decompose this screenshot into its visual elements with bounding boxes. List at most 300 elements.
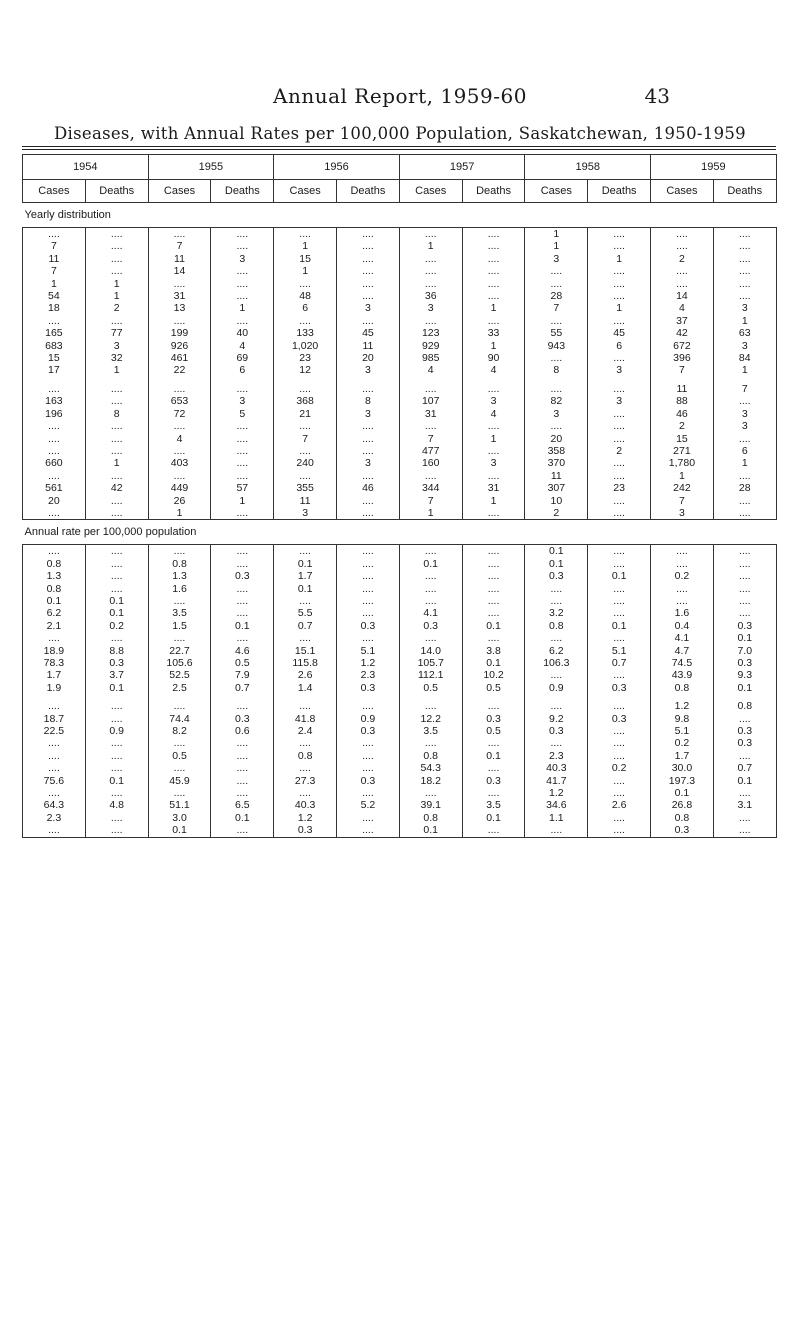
table-cell: .... [337,253,400,265]
table-row [23,632,777,644]
table-cell: 0.5 [211,657,274,669]
table-cell: .... [211,775,274,787]
table-cell: 163 [23,395,86,407]
table-cell: 0.1 [274,583,337,595]
table-row [23,457,777,469]
table-cell: 0.8 [399,750,462,762]
table-row [23,433,777,445]
table-cell: 75.6 [23,775,86,787]
table-cell: .... [462,737,525,749]
table-cell: 0.3 [713,620,776,632]
table-cell: .... [588,700,651,712]
table-cell: 0.5 [462,725,525,737]
table-cell: 165 [23,327,86,339]
table-cell: 7 [651,364,714,376]
table-cell: .... [588,457,651,469]
table-cell: .... [588,290,651,302]
table-cell: .... [462,253,525,265]
section-rates-row [23,520,777,545]
table-cell: .... [211,750,274,762]
table-cell: 88 [651,395,714,407]
table-cell: .... [337,812,400,824]
table-cell: .... [85,495,148,507]
table-cell: 3 [337,408,400,420]
title-rule [22,146,776,147]
table-cell: 51.1 [148,799,211,811]
table-cell: 1.6 [148,583,211,595]
table-row [23,545,777,558]
table-cell: 2 [85,302,148,314]
table-row [23,583,777,595]
table-cell: .... [713,812,776,824]
table-cell: 1,020 [274,340,337,352]
table-cell: 3 [274,507,337,520]
table-cell: .... [462,583,525,595]
table-cell: 985 [399,352,462,364]
table-cell: 197.3 [651,775,714,787]
table-cell: 4.7 [651,645,714,657]
table-row [23,253,777,265]
table-cell: .... [588,558,651,570]
section-rates-label: Annual rate per 100,000 population [23,520,777,545]
table-cell: .... [211,240,274,252]
table-cell: 0.3 [713,737,776,749]
table-cell: 2.4 [274,725,337,737]
table-cell: 403 [148,457,211,469]
table-cell: 20 [525,433,588,445]
table-cell: 1,780 [651,457,714,469]
column-header: Deaths [462,180,525,203]
table-cell: 11 [148,253,211,265]
table-cell: .... [85,315,148,327]
table-cell: 0.6 [211,725,274,737]
table-cell: 0.1 [588,570,651,582]
table-cell: .... [211,278,274,290]
table-cell: .... [337,507,400,520]
table-cell: 1 [651,470,714,482]
table-row [23,787,777,799]
table-cell: 8.8 [85,645,148,657]
table-cell: 1.3 [148,570,211,582]
table-cell: .... [588,545,651,558]
table-cell: .... [337,315,400,327]
table-cell: 1.7 [651,750,714,762]
table-row [23,327,777,339]
table-cell: .... [713,228,776,241]
table-cell: .... [713,607,776,619]
table-cell: 1 [588,253,651,265]
table-cell: 0.2 [588,762,651,774]
table-cell: .... [462,545,525,558]
table-cell: 0.3 [713,725,776,737]
table-cell: 115.8 [274,657,337,669]
table-cell: .... [525,383,588,395]
table-cell: 1 [85,457,148,469]
table-row [23,420,777,432]
table-cell: 307 [525,482,588,494]
year-header: 1956 [274,155,400,180]
table-cell: 1 [713,364,776,376]
table-cell: .... [588,240,651,252]
table-cell: .... [337,595,400,607]
table-cell: 396 [651,352,714,364]
table-cell: 461 [148,352,211,364]
table-cell: 74.5 [651,657,714,669]
table-cell: 0.1 [713,632,776,644]
table-cell: .... [588,632,651,644]
table-cell: .... [588,278,651,290]
table-cell: .... [211,558,274,570]
table-cell: .... [85,470,148,482]
table-cell: 6.5 [211,799,274,811]
table-cell: 40.3 [274,799,337,811]
table-cell: .... [588,265,651,277]
table-cell: .... [462,570,525,582]
table-cell: .... [148,228,211,241]
table-cell: 78.3 [23,657,86,669]
table-cell: 26.8 [651,799,714,811]
table-cell: .... [85,265,148,277]
table-cell: .... [713,290,776,302]
table-row [23,799,777,811]
table-cell: .... [211,583,274,595]
table-cell: 0.8 [525,620,588,632]
table-cell: 22.5 [23,725,86,737]
table-cell: .... [148,632,211,644]
table-cell: 0.8 [399,812,462,824]
table-cell: 3 [211,253,274,265]
table-row [23,302,777,314]
table-cell: 0.1 [525,558,588,570]
table-row [23,725,777,737]
table-cell: 0.1 [399,824,462,837]
table-cell: .... [148,383,211,395]
table-cell: .... [337,240,400,252]
table-cell: 7 [525,302,588,314]
table-cell: .... [211,433,274,445]
table-cell: 10 [525,495,588,507]
table-cell: 3 [337,457,400,469]
table-cell: 14 [148,265,211,277]
table-cell: .... [85,824,148,837]
table-cell: 31 [462,482,525,494]
table-row [23,700,777,712]
table-cell: 477 [399,445,462,457]
table-cell: .... [337,787,400,799]
table-cell: 33 [462,327,525,339]
table-cell: .... [148,700,211,712]
table-row [23,812,777,824]
table-cell: 7 [23,265,86,277]
table-cell: 5.2 [337,799,400,811]
table-cell: 2.6 [588,799,651,811]
table-cell: .... [525,278,588,290]
table-cell: .... [148,445,211,457]
table-cell: .... [525,352,588,364]
table-row [23,408,777,420]
table-cell: .... [337,750,400,762]
table-cell: .... [211,445,274,457]
column-header: Cases [274,180,337,203]
table-cell: .... [399,470,462,482]
table-row [23,713,777,725]
table-cell: 2.3 [337,669,400,681]
table-cell: 358 [525,445,588,457]
table-cell: .... [337,762,400,774]
table-row [23,482,777,494]
table-cell: 0.8 [274,750,337,762]
table-cell: .... [148,278,211,290]
table-cell: .... [462,445,525,457]
table-cell: .... [274,420,337,432]
table-cell: 2.3 [525,750,588,762]
table-cell: 0.3 [211,570,274,582]
table-cell: 242 [651,482,714,494]
table-row [23,558,777,570]
table-cell: .... [651,558,714,570]
table-cell: 1 [85,290,148,302]
column-header: Deaths [588,180,651,203]
table-cell: .... [85,545,148,558]
table-cell: .... [588,812,651,824]
table-cell: .... [525,583,588,595]
table-cell: 0.2 [651,570,714,582]
table-row [23,228,777,241]
table-row [23,364,777,376]
table-cell: 3.5 [462,799,525,811]
table-cell: .... [525,824,588,837]
table-cell: .... [713,595,776,607]
table-cell: 43.9 [651,669,714,681]
table-cell: .... [23,632,86,644]
table-cell: 0.8 [651,812,714,824]
table-cell: 240 [274,457,337,469]
table-cell: .... [462,824,525,837]
table-cell: .... [337,495,400,507]
table-cell: 123 [399,327,462,339]
table-cell: 0.1 [525,545,588,558]
table-cell: .... [211,545,274,558]
table-cell: 27.3 [274,775,337,787]
table-cell: 1.6 [651,607,714,619]
column-header: Deaths [713,180,776,203]
table-cell: .... [588,408,651,420]
table-cell: .... [23,383,86,395]
table-cell: 41.7 [525,775,588,787]
table-cell: 0.3 [337,775,400,787]
table-row [23,240,777,252]
table-cell: 1 [462,302,525,314]
table-cell: 1.2 [337,657,400,669]
table-cell: .... [85,558,148,570]
table-cell: .... [337,265,400,277]
table-cell: 0.5 [148,750,211,762]
table-cell: .... [399,545,462,558]
table-cell: .... [211,315,274,327]
table-cell: .... [85,762,148,774]
table-cell: 1 [462,495,525,507]
table-cell: .... [337,228,400,241]
table-cell: .... [23,737,86,749]
table-cell: 3 [525,253,588,265]
table-cell: 15 [23,352,86,364]
table-cell: .... [148,787,211,799]
table-cell: .... [148,545,211,558]
table-cell: 74.4 [148,713,211,725]
table-cell: 7 [23,240,86,252]
table-cell: 368 [274,395,337,407]
table-cell: 3.0 [148,812,211,824]
table-cell: 0.1 [85,682,148,694]
table-cell: 0.3 [462,713,525,725]
table-cell: 4.6 [211,645,274,657]
table-cell: 5 [211,408,274,420]
table-cell: 1.5 [148,620,211,632]
table-cell: 0.7 [211,682,274,694]
table-cell: .... [274,445,337,457]
table-cell: 3 [399,302,462,314]
table-cell: .... [525,315,588,327]
table-cell: .... [713,507,776,520]
table-cell: 13 [148,302,211,314]
table-cell: 4.1 [651,632,714,644]
table-cell: .... [713,558,776,570]
table-cell: .... [211,507,274,520]
table-cell: 12.2 [399,713,462,725]
table-cell: .... [651,595,714,607]
table-cell: .... [713,713,776,725]
table-cell: .... [211,265,274,277]
table-cell: 90 [462,352,525,364]
table-cell: .... [651,228,714,241]
table-cell: 69 [211,352,274,364]
table-cell: .... [85,713,148,725]
table-cell: .... [85,812,148,824]
table-cell: 0.7 [588,657,651,669]
table-cell: .... [399,253,462,265]
table-cell: .... [211,420,274,432]
table-cell: 344 [399,482,462,494]
table-cell: .... [211,290,274,302]
table-cell: 1 [462,340,525,352]
table-cell: .... [462,470,525,482]
column-header: Deaths [211,180,274,203]
table-cell: 653 [148,395,211,407]
table-cell: .... [588,607,651,619]
table-cell: 0.9 [85,725,148,737]
table-cell: 0.1 [211,812,274,824]
table-cell: 1.9 [23,682,86,694]
table-cell: .... [399,700,462,712]
table-cell: 3.5 [148,607,211,619]
table-cell: .... [23,750,86,762]
table-cell: .... [462,700,525,712]
table-cell: 0.8 [713,700,776,712]
table-cell: .... [462,632,525,644]
table-cell: 0.1 [85,595,148,607]
table-cell: .... [399,737,462,749]
table-row [23,315,777,327]
table-cell: 0.1 [462,657,525,669]
table-cell: 63 [713,327,776,339]
table-cell: 1.2 [274,812,337,824]
table-cell: 0.4 [651,620,714,632]
table-cell: .... [337,278,400,290]
table-cell: 28 [713,482,776,494]
table-cell: 5.1 [651,725,714,737]
table-cell: 45.9 [148,775,211,787]
table-cell: 82 [525,395,588,407]
table-cell: 271 [651,445,714,457]
table-cell: 370 [525,457,588,469]
title-rule-2 [22,149,776,150]
table-cell: .... [651,240,714,252]
table-cell: 0.9 [337,713,400,725]
table-cell: .... [148,315,211,327]
table-cell: 36 [399,290,462,302]
table-cell: .... [23,433,86,445]
table-cell: .... [588,433,651,445]
column-header: Deaths [85,180,148,203]
table-row [23,495,777,507]
table-cell: .... [211,607,274,619]
table-cell: .... [713,750,776,762]
table-cell: .... [525,420,588,432]
table-cell: 0.3 [713,657,776,669]
table-cell: .... [713,470,776,482]
table-cell: 1 [399,507,462,520]
table-cell: .... [274,470,337,482]
table-cell: 1 [85,364,148,376]
table-cell: 1.4 [274,682,337,694]
table-cell: 1.7 [274,570,337,582]
table-row [23,507,777,520]
year-header: 1955 [148,155,274,180]
table-cell: .... [713,545,776,558]
table-cell: .... [85,750,148,762]
table-cell: 0.1 [713,775,776,787]
table-cell: .... [462,762,525,774]
table-cell: .... [588,495,651,507]
table-cell: .... [23,470,86,482]
table-cell: 0.3 [588,682,651,694]
table-cell: .... [462,383,525,395]
table-cell: .... [148,595,211,607]
table-cell: 7 [274,433,337,445]
table-cell: 0.8 [148,558,211,570]
table-row [23,470,777,482]
table-cell: 0.7 [713,762,776,774]
table-cell: .... [588,470,651,482]
table-cell: .... [588,383,651,395]
table-cell: 4.1 [399,607,462,619]
table-cell: .... [525,669,588,681]
year-header: 1954 [23,155,149,180]
table-row [23,737,777,749]
column-header: Cases [651,180,714,203]
page-header [0,84,800,114]
table-row [23,682,777,694]
table-cell: 0.3 [462,775,525,787]
table-cell: .... [23,315,86,327]
table-cell: 3 [337,364,400,376]
table-cell: 0.1 [462,620,525,632]
table-cell: 0.2 [651,737,714,749]
table-cell: .... [211,632,274,644]
table-cell: 30.0 [651,762,714,774]
table-row [23,750,777,762]
table-row [23,645,777,657]
